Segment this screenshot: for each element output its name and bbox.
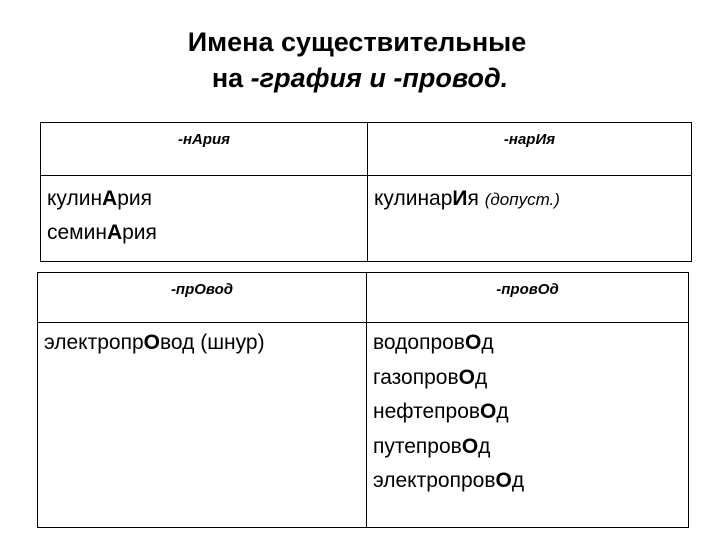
stressed-letter: О [461,434,479,458]
stressed-letter: О [480,400,497,423]
table-provod [37,272,689,528]
list-item [373,430,688,465]
title-line-2 [0,60,720,96]
list-item [373,464,688,499]
word-part: рия [117,187,152,210]
table-body-row [41,176,692,262]
header-narija: -нАрия [41,123,368,176]
word-part: д [474,365,488,389]
word-part: д [496,400,509,423]
stressed-letter: О [464,331,482,354]
word-part: кулинар [374,187,453,210]
table-header-row [41,123,692,176]
header-prOvod: -прОвод [38,273,367,323]
stressed-letter: А [106,221,123,244]
header-narIja: -нарИя [368,123,692,176]
list-item [373,361,688,396]
word-part: электропров [373,469,496,492]
stressed-letter: О [495,469,512,492]
cell-right [368,176,692,262]
word-part: рия [122,221,157,244]
table-body-row [38,323,689,528]
page-title [0,24,720,96]
stressed-letter: О [143,331,160,354]
stressed-letter: О [458,365,475,389]
word-part: я [467,187,485,210]
title-line-2-italic: -графия и -провод. [250,63,509,93]
word-part: электропр [44,331,144,354]
cell-left [38,323,367,528]
stressed-letter: И [452,187,468,210]
word-part: нефтепров [373,400,481,423]
list-item [374,182,691,217]
cell-right [367,323,689,528]
word-part: газопров [373,365,459,389]
cell-left [41,176,368,262]
title-line-2-prefix: на [211,63,251,93]
list-item [373,395,688,430]
word-part: семин [47,221,107,244]
list-item [47,216,367,250]
header-provOd: -провОд [367,273,689,323]
word-part: д [478,434,491,458]
table-header-row [38,273,689,323]
usage-note: (допуст.) [484,190,560,209]
list-item [373,326,688,361]
list-item [47,182,367,216]
word-part: кулин [47,187,103,210]
table-arija-arija [40,122,692,262]
word-part: водопров [373,331,465,354]
stressed-letter: А [102,187,118,210]
word-part: вод (шнур) [159,331,265,354]
word-part: д [481,331,494,354]
word-part: путепров [373,434,462,458]
list-item [44,326,366,361]
word-part: д [511,469,525,492]
title-line-1: Имена существительные [187,27,527,57]
